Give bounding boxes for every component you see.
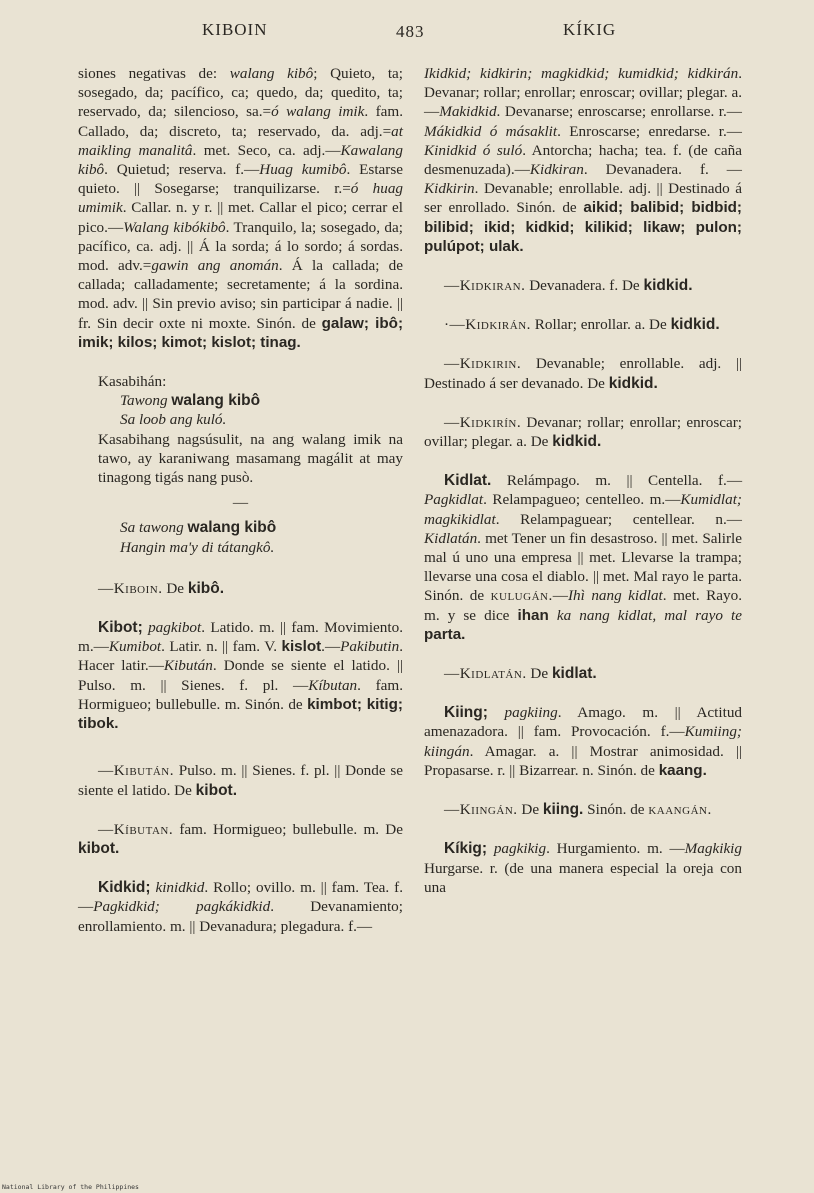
italic-form: Pakibutin	[340, 638, 400, 656]
cross-reference: kidkid.	[643, 277, 693, 295]
running-header	[0, 20, 814, 46]
synonym-list: kaang.	[658, 761, 707, 779]
cross-reference: kidkid.	[608, 374, 658, 392]
italic-form: Pagkidkid; pagkákidkid	[93, 898, 271, 916]
text: . met. Rayo. m. y se dice	[424, 587, 742, 624]
separator-dash: —	[232, 494, 249, 512]
text: . Amago. m. || Actitud amenazadora. || fam. Provocación. f.—	[424, 704, 743, 741]
entry-kidkid-continued	[424, 64, 742, 256]
italic-form: pagkikig	[493, 840, 547, 858]
text: . Quietud; reserva. f.—	[104, 161, 260, 179]
page-number: 483	[396, 22, 425, 41]
italic-text: Tawong	[120, 392, 168, 410]
entry-kiing	[424, 703, 742, 780]
subentry-headword: —Kidkirín.	[444, 413, 522, 431]
headword: Kidkid;	[98, 879, 151, 897]
italic-form: Kawalang kibô	[78, 141, 403, 179]
synonym-list: galaw; ibô; imik; kilos; kimot; kislot; tinag.	[78, 314, 404, 351]
text: . met. Seco, ca. adj.—	[192, 141, 341, 159]
italic-form: gawin ang anomán	[151, 257, 279, 275]
subentry-headword: —Kiingán.	[444, 801, 518, 819]
text: . fam. Callado, da; discreto, ta; reservado, da. adj.=	[78, 103, 403, 140]
text: —	[552, 587, 568, 605]
subentry-headword: —Kidkirin.	[444, 355, 522, 373]
text: Pulso. m. || Sienes. f. pl. || Donde se siente el latido. De	[78, 762, 403, 799]
bold-form: ihan	[517, 606, 549, 624]
verse-line: Hangin ma'y di tátangkô.	[120, 538, 275, 556]
headword: Kibot;	[98, 619, 143, 637]
italic-form: Kidkirin	[424, 180, 475, 198]
text: De	[521, 801, 540, 819]
text: . Antorcha; hacha; tea. f. (de caña desmenuzada).—	[424, 141, 742, 179]
italic-form: Pagkidlat	[424, 491, 484, 509]
text: Devanable; enrollable. adj. || Destinado á ser devanado. De	[424, 355, 743, 392]
text: . Estarse quieto. || Sosegarse; tranquilizarse. r.=	[78, 161, 403, 198]
cross-reference: kiing.	[542, 801, 584, 819]
text: Sinón. de	[587, 801, 645, 819]
italic-form: pagkiing	[504, 704, 558, 722]
subentry-headword: —Kidlatán.	[444, 665, 527, 683]
italic-form: ka nang kidlat, mal rayo te	[556, 606, 742, 624]
entry-kidlat	[424, 471, 742, 644]
text: . Latir. n. || fam. V.	[161, 638, 278, 656]
cross-reference: kidkid.	[552, 433, 602, 451]
italic-form: Kinidkid ó suló	[424, 141, 523, 159]
italic-form: pagkibot	[148, 619, 202, 637]
italic-form: Kumidlat; magkikidlat	[424, 491, 742, 528]
text: . Devanable; enrollable. adj. || Destinado á ser enrollado. Sinón. de	[424, 180, 742, 217]
entry-kidkid	[78, 878, 403, 936]
headword: Kiing;	[444, 704, 488, 722]
cross-reference: kibot.	[78, 839, 120, 857]
small-caps-reference: kulugán.	[490, 587, 553, 605]
italic-form: Kumibot	[108, 638, 162, 656]
text: .—	[321, 638, 341, 656]
subentry-headword: ·—Kidkirán.	[444, 316, 531, 334]
kasabihan-explanation	[78, 430, 403, 488]
entry-kiingan	[424, 800, 742, 819]
right-column	[424, 64, 742, 917]
cross-reference: kibot.	[195, 781, 238, 799]
label: Kasabihán:	[98, 373, 167, 391]
entry-kiboin	[78, 579, 403, 598]
bold-form: parta.	[424, 625, 466, 643]
headword: Kíkig;	[444, 840, 488, 858]
italic-form: Kidlatán	[424, 529, 478, 547]
italic-form: kinidkid	[155, 879, 205, 897]
entry-kidkirin	[424, 354, 742, 392]
text: . Devanarse; enroscarse; enrollarse. r.—	[496, 103, 742, 121]
synonym-list: aikid; balibid; bidbid; bilibid; ikid; kidkid; kilikid; likaw; pulon; pulúpot; ulak.	[424, 199, 742, 255]
italic-form: Kibután	[163, 657, 213, 675]
italic-form: Ikidkid; kidkirin; magkidkid; kumidkid; kidkirán	[424, 65, 739, 82]
header-left-guideword: KIBOIN	[202, 20, 268, 39]
italic-form: Ihì nang kidlat	[567, 587, 663, 605]
italic-form: Makidkid	[439, 103, 497, 121]
text: . Relampaguear; centellear. n.—	[495, 510, 742, 528]
italic-form: Kíbutan	[308, 676, 358, 694]
headword: Kidlat.	[444, 472, 492, 490]
text: . Rollo; ovillo. m. || fam. Tea. f.—	[78, 879, 403, 916]
text: Kasabihang nagsúsulit, na ang walang imik na tawo, ay karaniwang masamang magálit at may tinagong tigás nang pusò.	[98, 430, 403, 487]
text: fam. Hormigueo; bullebulle. m. De	[179, 820, 404, 838]
entry-kidkiran	[424, 276, 742, 295]
italic-form: ó huag umimik	[78, 180, 404, 217]
text: . Amagar. a. || Mostrar animosidad. || Propasarse. r. || Bizarrear. n. Sinón. de	[424, 742, 742, 779]
italic-form: at maikling manalitâ	[78, 122, 403, 159]
entry-kidlatan	[424, 664, 742, 683]
text: . Devanamiento; enrollamiento. m. || Devanadura; plegadura. f.—	[78, 898, 403, 935]
entry-kibot	[78, 618, 403, 733]
text: siones negativas de:	[78, 65, 218, 82]
verse-line	[78, 391, 403, 410]
small-caps-reference: kaangán.	[648, 801, 712, 819]
synonym-list: kimbot; kitig; tibok.	[78, 695, 403, 733]
footer-credit: National Library of the Philippines	[2, 1183, 139, 1191]
cross-reference: kidlat.	[551, 665, 597, 683]
text: De	[530, 665, 549, 683]
italic-form: Magkikig	[684, 840, 742, 858]
text: Rollar; enrollar. a. De	[534, 316, 667, 334]
subentry-headword: —Kidkiran.	[444, 277, 526, 295]
text: . met Tener un fin desastroso. || met. Salirle mal ú uno una empresa || met. Llevarse la trampa; llevarse una cosa el diablo. || met. Mal rayo le parta. Sinón. de	[424, 529, 742, 605]
text: . Donde se siente el latido. || Pulso. m. || Sienes. f. pl. —	[78, 657, 403, 694]
entry-kidkirin-2	[424, 413, 742, 451]
entry-kidkiran-2	[424, 315, 742, 334]
text: . Latido. m. || fam. Movimiento. m.—	[78, 619, 403, 656]
proverb-verse-2	[78, 518, 403, 556]
entry-kibutan-2	[78, 820, 403, 858]
subentry-headword: —Kibután.	[98, 762, 175, 780]
italic-form: Kumiing; kiingán	[424, 723, 742, 760]
text: . Hacer latir.—	[78, 638, 404, 675]
italic-form: Mákidkid ó másaklit	[424, 122, 558, 140]
kasabihan-label	[78, 372, 403, 391]
italic-text: Sa tawong	[120, 519, 184, 537]
text: Devanar; rollar; enrollar; enroscar; ovillar; plegar. a. De	[424, 413, 742, 451]
italic-form: Walang kibókibô	[123, 218, 226, 236]
italic-form: Huag kumibô	[259, 161, 347, 179]
text: . Enroscarse; enredarse. r.—	[557, 122, 742, 140]
text: . Devanar; rollar; enrollar; enroscar; ovillar; plegar. a. —	[424, 65, 742, 121]
entry-kibutan	[78, 761, 403, 799]
text: . Á la callada; de callada; calladamente; secretamente; á la sordina. mod. adv. || Sin previo aviso; sin participar á nadie. || fr. Sin decir oxte ni moxte. Sinón. de	[78, 257, 403, 332]
header-right-guideword: KÍKIG	[563, 20, 617, 39]
cross-reference: kibô.	[187, 579, 224, 597]
text: Relámpago. m. || Centella. f.—	[506, 472, 743, 490]
italic-form: ó walang imik	[271, 103, 365, 121]
verse-line: Sa loob ang kuló.	[120, 411, 227, 429]
text: . Callar. n. y r. || met. Callar el pico; cerrar el pico.—	[78, 199, 403, 236]
bold-headword: walang kibô	[171, 392, 261, 410]
subentry-headword: —Kíbutan.	[98, 820, 174, 838]
text: De	[166, 579, 185, 597]
entry-kibo-continued	[78, 64, 403, 352]
text: . Tranquilo, la; sosegado, da; pacífico, ca. adj. || Á la sorda; á lo sordo; á sordas. mod. adv.=	[78, 218, 403, 275]
text: . Hurgamiento. m. —	[546, 840, 685, 858]
text: . Devanadera. f. —	[583, 161, 742, 179]
entry-kikig	[424, 839, 742, 897]
text: Hurgarse. r. (de una manera especial la oreja con una	[424, 859, 742, 896]
italic-form: Kidkiran	[529, 161, 584, 179]
proverb-verse-1	[78, 391, 403, 429]
verse-line	[78, 518, 403, 537]
bold-headword: walang kibô	[187, 519, 277, 537]
text: . Relampagueo; centelleo. m.—	[483, 491, 681, 509]
text: ; Quieto, ta; sosegado, da; pacífico, ca; quedo, da; quedito, ta; reservado, da; silencioso, sa.=	[78, 65, 403, 121]
text: . fam. Hormigueo; bullebulle. m. Sinón. de	[78, 676, 403, 713]
text: Devanadera. f. De	[529, 277, 640, 295]
italic-form: walang kibô	[229, 65, 314, 82]
bold-reference: kislot	[281, 638, 322, 656]
subentry-headword: —Kiboin.	[98, 579, 163, 597]
cross-reference: kidkid.	[670, 316, 720, 334]
left-column	[78, 64, 403, 956]
